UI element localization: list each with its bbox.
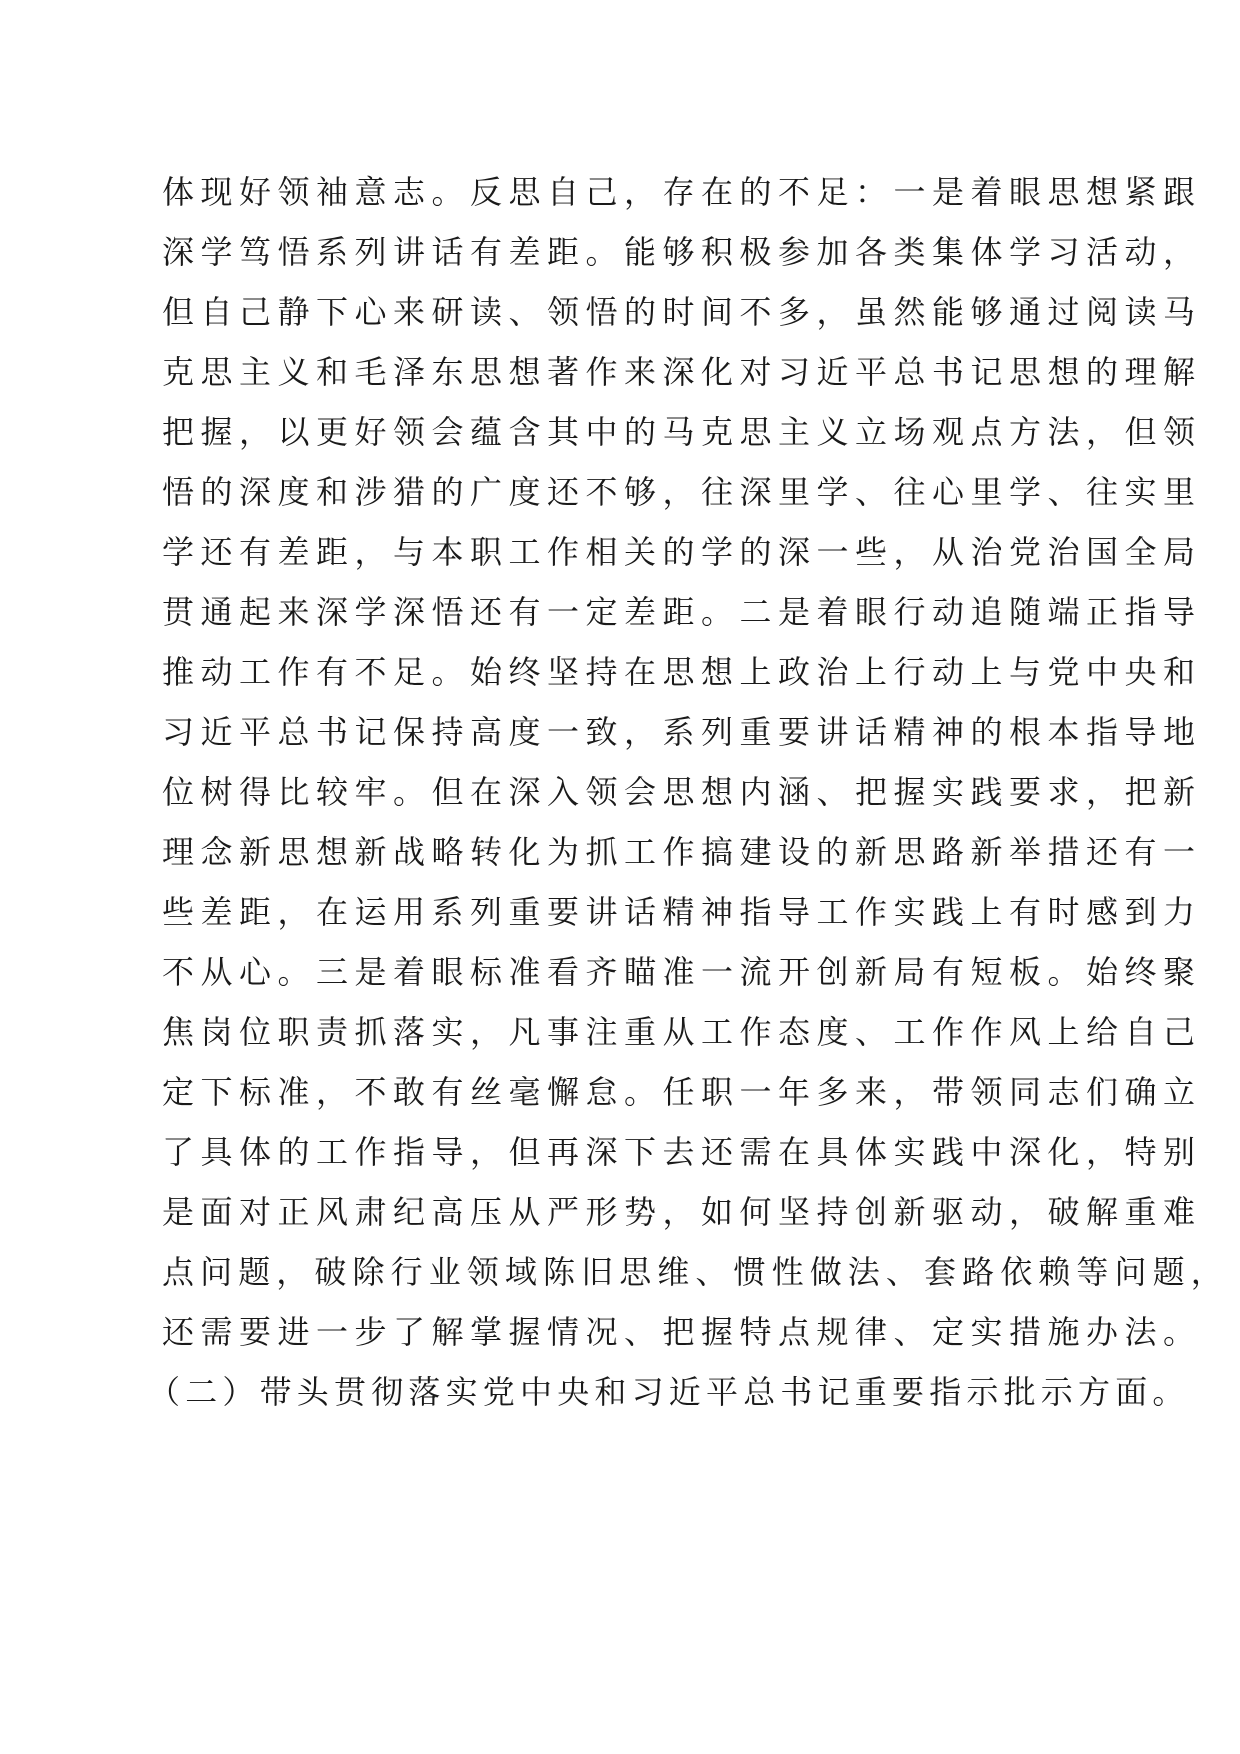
body-text-line: 把握，以更好领会蕴含其中的马克思主义立场观点方法，但领 (162, 413, 1202, 451)
body-text-line: 不从心。三是着眼标准看齐瞄准一流开创新局有短板。始终聚 (162, 953, 1202, 991)
body-text-line: 定下标准，不敢有丝毫懈怠。任职一年多来，带领同志们确立 (162, 1073, 1202, 1111)
body-text-line: 些差距，在运用系列重要讲话精神指导工作实践上有时感到力 (162, 893, 1202, 931)
body-text-line: 是面对正风肃纪高压从严形势，如何坚持创新驱动，破解重难 (162, 1193, 1202, 1231)
body-text-line: 位树得比较牢。但在深入领会思想内涵、把握实践要求，把新 (162, 773, 1202, 811)
body-text-line: 学还有差距，与本职工作相关的学的深一些，从治党治国全局 (162, 533, 1202, 571)
body-text-line: 习近平总书记保持高度一致，系列重要讲话精神的根本指导地 (162, 713, 1202, 751)
body-text-line: 理念新思想新战略转化为抓工作搞建设的新思路新举措还有一 (162, 833, 1202, 871)
section-heading: （二）带头贯彻落实党中央和习近平总书记重要指示批示方面。 (148, 1373, 1190, 1411)
body-text-line: 悟的深度和涉猎的广度还不够，往深里学、往心里学、往实里 (162, 473, 1202, 511)
body-text-line: 推动工作有不足。始终坚持在思想上政治上行动上与党中央和 (162, 653, 1202, 691)
body-text-line: 深学笃悟系列讲话有差距。能够积极参加各类集体学习活动， (162, 233, 1202, 271)
body-text-line: 了具体的工作指导，但再深下去还需在具体实践中深化，特别 (162, 1133, 1202, 1171)
body-text-line: 点问题，破除行业领域陈旧思维、惯性做法、套路依赖等问题， (162, 1253, 1229, 1291)
body-text-line: 克思主义和毛泽东思想著作来深化对习近平总书记思想的理解 (162, 353, 1202, 391)
body-text-line: 但自己静下心来研读、领悟的时间不多，虽然能够通过阅读马 (162, 293, 1202, 331)
body-text-line: 贯通起来深学深悟还有一定差距。二是着眼行动追随端正指导 (162, 593, 1202, 631)
body-text-line: 焦岗位职责抓落实，凡事注重从工作态度、工作作风上给自己 (162, 1013, 1202, 1051)
body-text-line: 体现好领袖意志。反思自己，存在的不足：一是着眼思想紧跟 (162, 173, 1202, 211)
body-text-line: 还需要进一步了解掌握情况、把握特点规律、定实措施办法。 (162, 1313, 1202, 1351)
